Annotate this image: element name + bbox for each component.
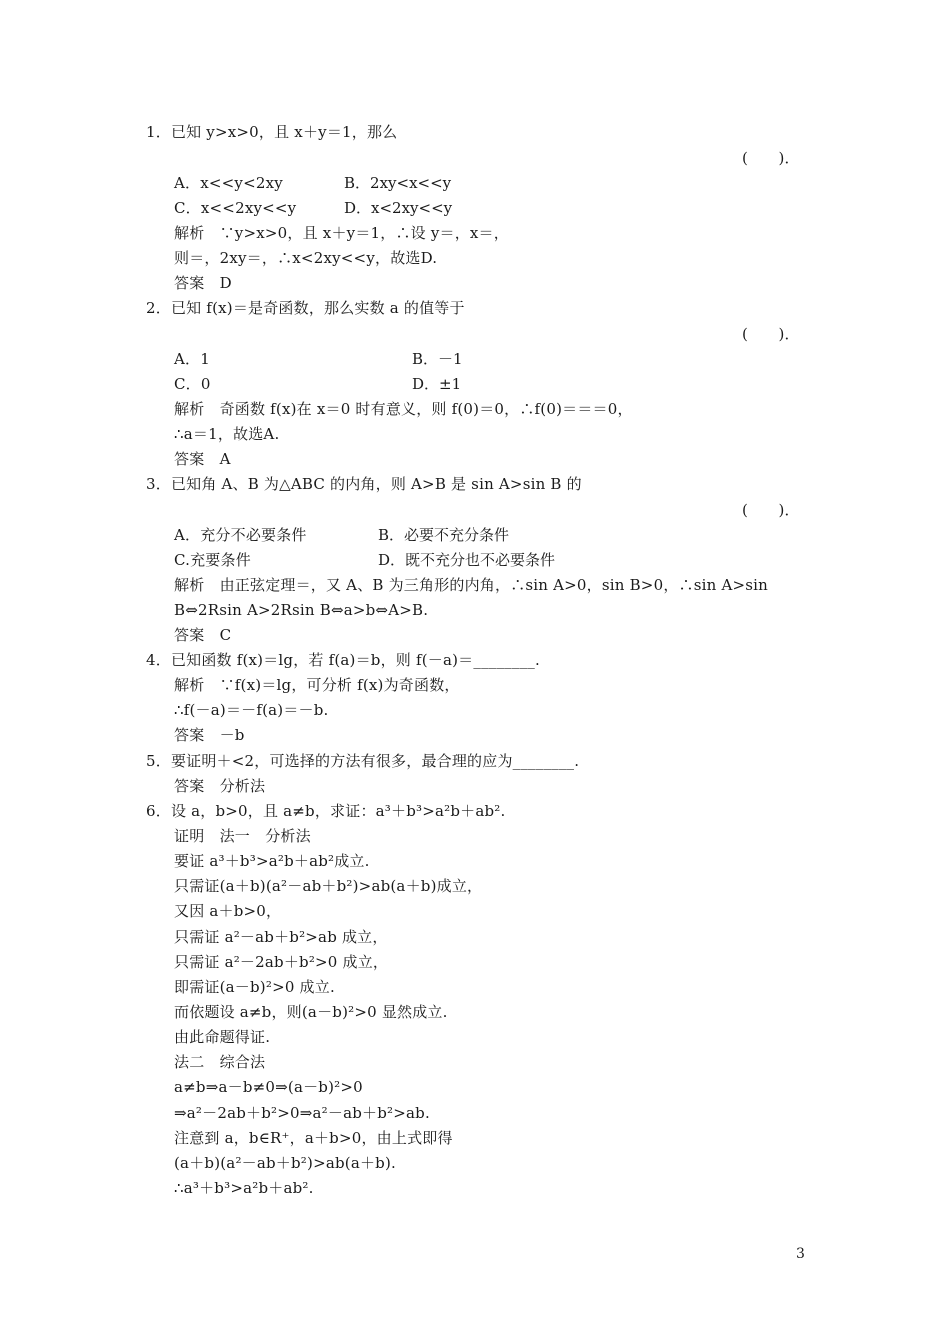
proof-line: (a＋b)(a²－ab＋b²)>ab(a＋b). [174,1154,397,1172]
solution-line: 解析 ∵f(x)＝lg，可分析 f(x)为奇函数， [174,676,460,694]
solution-line: 解析 奇函数 f(x)在 x＝0 时有意义，则 f(0)＝0，∴f(0)＝＝＝0， [174,400,633,418]
proof-line: 而依题设 a≠b，则(a－b)²>0 显然成立. [174,1003,448,1021]
proof-line: 要证 a³＋b³>a²b＋ab²成立. [174,852,370,870]
answer-bracket: ( )． [742,149,800,167]
option-a: A．x<<y<2xy [174,174,283,192]
solution-line: 解析 ∵y>x>0，且 x＋y＝1，∴设 y＝，x＝， [174,224,509,242]
answer-bracket: ( )． [742,325,800,343]
solution-line: ∴a＝1，故选A. [174,425,280,443]
proof-line: ∴a³＋b³>a²b＋ab². [174,1179,314,1197]
question-6: 6．设 a，b>0，且 a≠b，求证：a³＋b³>a²b＋ab². [146,802,506,820]
answer-line: 答案 分析法 [174,777,266,795]
option-d: D．既不充分也不必要条件 [378,551,556,569]
option-b: B．必要不充分条件 [378,526,510,544]
answer-line: 答案 A [174,450,231,468]
answer-line: 答案 C [174,626,232,644]
proof-line: 只需证 a²－ab＋b²>ab 成立， [174,928,388,946]
option-a: A．充分不必要条件 [174,526,307,544]
proof-line: 法二 综合法 [174,1053,266,1071]
solution-line: 则＝，2xy＝，∴x<2xy<<y，故选D. [174,249,438,267]
question-1: 1．已知 y>x>0，且 x＋y＝1，那么 [146,123,398,141]
solution-line: 解析 由正弦定理＝，又 A、B 为三角形的内角，∴sin A>0，sin B>0，∴sin A>sin [174,576,769,594]
proof-line: 又因 a＋b>0， [174,902,282,920]
proof-line: ⇒a²－2ab＋b²>0⇒a²－ab＋b²>ab. [174,1104,430,1122]
question-2: 2．已知 f(x)＝是奇函数，那么实数 a 的值等于 [146,299,465,317]
proof-line: 只需证(a＋b)(a²－ab＋b²)>ab(a＋b)成立， [174,877,483,895]
option-b: B．2xy<x<<y [344,174,452,192]
question-4: 4．已知函数 f(x)＝lg，若 f(a)＝b，则 f(－a)＝________. [146,651,540,669]
proof-line: 只需证 a²－2ab＋b²>0 成立， [174,953,389,971]
option-c: C．0 [174,375,211,393]
question-5: 5．要证明＋<2，可选择的方法有很多，最合理的应为________. [146,752,580,770]
option-c: C.充要条件 [174,551,251,569]
proof-line: 即需证(a－b)²>0 成立. [174,978,335,996]
page-number: 3 [796,1246,805,1262]
option-c: C．x<<2xy<<y [174,199,297,217]
proof-line: 注意到 a，b∈R⁺，a＋b>0，由上式即得 [174,1129,453,1147]
proof-line: 由此命题得证. [174,1028,271,1046]
answer-bracket: ( )． [742,501,800,519]
answer-line: 答案 －b [174,726,245,744]
option-b: B．－1 [412,350,463,368]
answer-line: 答案 D [174,274,232,292]
solution-line: B⇔2Rsin A>2Rsin B⇔a>b⇔A>B. [174,601,429,619]
option-d: D．x<2xy<<y [344,199,453,217]
solution-line: ∴f(－a)＝－f(a)＝－b. [174,701,329,719]
question-3: 3．已知角 A、B 为△ABC 的内角，则 A>B 是 sin A>sin B 的 [146,475,582,493]
proof-line: a≠b⇒a－b≠0⇒(a－b)²>0 [174,1078,363,1096]
option-d: D．±1 [412,375,462,393]
option-a: A．1 [174,350,210,368]
proof-line: 证明 法一 分析法 [174,827,311,845]
